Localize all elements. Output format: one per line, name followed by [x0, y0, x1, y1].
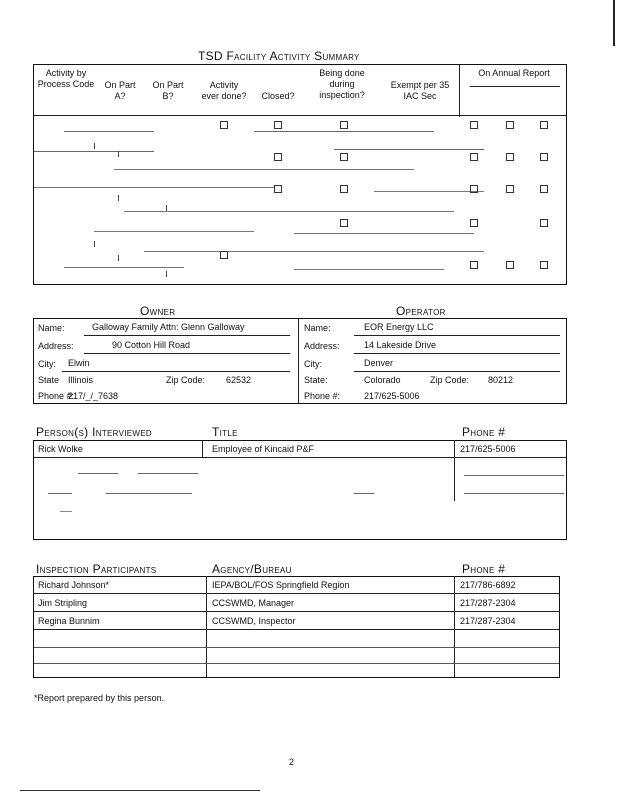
interviewed-row-line — [34, 457, 566, 458]
row-line — [48, 493, 72, 494]
row-line — [254, 131, 434, 132]
participants-row-line — [34, 611, 559, 612]
operator-city-line — [354, 371, 560, 372]
checkbox[interactable] — [340, 219, 348, 227]
participants-col-line — [206, 577, 207, 677]
header-being-done: Being done during inspection? — [319, 68, 365, 100]
owner-phone-value: 217/_/_7638 — [68, 391, 119, 401]
operator-name-label: Name: — [304, 323, 331, 333]
interviewed-title-heading: Title — [212, 425, 238, 439]
row-line — [64, 267, 184, 268]
row-line — [60, 511, 72, 512]
checkbox[interactable] — [506, 185, 514, 193]
tick-mark — [118, 151, 119, 157]
tick-mark — [166, 205, 167, 211]
header-closed: Closed? — [261, 91, 295, 101]
row-line — [34, 187, 274, 188]
checkbox[interactable] — [340, 121, 348, 129]
row-line — [464, 493, 564, 494]
header-on-part-b: On Part B? — [152, 80, 184, 101]
participant-name: Jim Stripling — [38, 598, 88, 608]
owner-state-label: State — [38, 375, 60, 385]
operator-state-label: State: — [304, 375, 328, 385]
owner-address-line — [84, 353, 290, 354]
owner-city-label: City: — [38, 359, 56, 369]
header-divider — [34, 115, 566, 116]
checkbox[interactable] — [470, 219, 478, 227]
checkbox[interactable] — [274, 121, 282, 129]
row-line — [124, 211, 454, 212]
header-activity-code: Activity by Process Code — [37, 68, 95, 89]
participants-col-line — [454, 577, 455, 677]
operator-address-label: Address: — [304, 341, 340, 351]
operator-zip-label: Zip Code: — [430, 375, 470, 385]
tick-mark — [94, 143, 95, 149]
participant-name: Regina Bunnim — [38, 616, 100, 626]
row-line — [94, 231, 254, 232]
checkbox[interactable] — [220, 121, 228, 129]
operator-address-value: 14 Lakeside Drive — [364, 340, 437, 350]
footnote: *Report prepared by this person. — [34, 693, 165, 703]
checkbox[interactable] — [470, 261, 478, 269]
owner-heading: Owner — [140, 304, 176, 318]
operator-address-line — [354, 353, 560, 354]
checkbox[interactable] — [340, 185, 348, 193]
row-line — [334, 149, 484, 150]
page-edge-mark — [613, 0, 615, 46]
operator-phone-value: 217/625-5006 — [364, 391, 420, 401]
participants-phone-heading: Phone # — [462, 562, 506, 576]
owner-address-label: Address: — [38, 341, 74, 351]
owner-city-value: Elwin — [68, 358, 90, 368]
owner-address-value: 90 Cotton Hill Road — [112, 340, 191, 350]
participants-row-line — [34, 663, 559, 664]
row-line — [34, 151, 154, 152]
operator-name-value: EOR Energy LLC — [364, 322, 434, 332]
row-line — [294, 269, 444, 270]
row-line — [294, 233, 474, 234]
interviewed-col-line — [454, 441, 455, 501]
interviewed-table — [33, 440, 567, 540]
checkbox[interactable] — [506, 261, 514, 269]
participant-phone: 217/287-2304 — [460, 616, 516, 626]
checkbox[interactable] — [340, 153, 348, 161]
annual-report-subline — [470, 86, 560, 87]
checkbox[interactable] — [470, 153, 478, 161]
participant-phone: 217/287-2304 — [460, 598, 516, 608]
page-number: 2 — [289, 757, 295, 767]
row-line — [64, 131, 154, 132]
interviewed-heading: Person(s) Interviewed — [36, 425, 152, 439]
participant-agency: IEPA/BOL/FOS Springfield Region — [212, 580, 350, 590]
operator-state-value: Colorado — [364, 375, 401, 385]
activity-summary-table — [33, 64, 567, 285]
header-exempt: Exempt per 35 IAC Sec — [390, 80, 450, 101]
participants-heading: Inspection Participants — [36, 562, 157, 576]
participants-row-line — [34, 647, 559, 648]
row-line — [114, 169, 414, 170]
tick-mark — [94, 241, 95, 247]
owner-zip-value: 62532 — [226, 375, 252, 385]
participant-agency: CCSWMD, Inspector — [212, 616, 296, 626]
header-on-annual-report: On Annual Report — [478, 68, 550, 78]
tick-mark — [118, 195, 119, 201]
operator-zip-value: 80212 — [488, 375, 514, 385]
operator-city-label: City: — [304, 359, 322, 369]
checkbox[interactable] — [540, 153, 548, 161]
interviewed-title-value: Employee of Kincaid P&F — [212, 444, 315, 454]
tick-mark — [166, 271, 167, 277]
participant-name: Richard Johnson* — [38, 580, 110, 590]
owner-name-value: Galloway Family Attn: Glenn Galloway — [92, 322, 245, 332]
owner-city-line — [62, 371, 290, 372]
header-on-part-a: On Part A? — [104, 80, 136, 101]
operator-phone-label: Phone #: — [304, 391, 341, 401]
row-line — [106, 493, 192, 494]
owner-operator-divider — [298, 319, 299, 403]
participant-phone: 217/786-6892 — [460, 580, 516, 590]
interviewed-phone-heading: Phone # — [462, 425, 506, 439]
checkbox[interactable] — [540, 185, 548, 193]
interviewed-name-value: Rick Wolke — [38, 444, 83, 454]
row-line — [138, 473, 198, 474]
row-line — [78, 473, 118, 474]
annual-report-divider — [459, 65, 460, 117]
row-line — [374, 191, 484, 192]
checkbox[interactable] — [540, 121, 548, 129]
checkbox[interactable] — [540, 219, 548, 227]
row-line — [354, 493, 374, 494]
checkbox[interactable] — [220, 251, 228, 259]
checkbox[interactable] — [274, 185, 282, 193]
owner-zip-label: Zip Code: — [166, 375, 206, 385]
participants-table — [33, 576, 560, 678]
operator-heading: Operator — [396, 304, 446, 318]
checkbox[interactable] — [506, 153, 514, 161]
row-line — [144, 251, 484, 252]
interviewed-col-line — [202, 441, 203, 457]
checkbox[interactable] — [470, 121, 478, 129]
participants-agency-heading: Agency/Bureau — [212, 562, 292, 576]
owner-state-value: Illinois — [68, 375, 94, 385]
owner-operator-box — [33, 318, 567, 404]
owner-phone-label: Phone #: — [38, 391, 75, 401]
activity-summary-title: TSD Facility Activity Summary — [198, 49, 360, 63]
checkbox[interactable] — [274, 153, 282, 161]
tick-mark — [118, 255, 119, 261]
header-activity-ever-done: Activity ever done? — [201, 80, 247, 101]
row-line — [464, 475, 564, 476]
participants-row-line — [34, 629, 559, 630]
checkbox[interactable] — [506, 121, 514, 129]
participants-row-line — [34, 593, 559, 594]
owner-name-line — [84, 335, 290, 336]
operator-city-value: Denver — [364, 358, 394, 368]
owner-name-label: Name: — [38, 323, 65, 333]
participant-agency: CCSWMD, Manager — [212, 598, 295, 608]
page-bottom-rule — [20, 790, 260, 791]
checkbox[interactable] — [470, 185, 478, 193]
checkbox[interactable] — [540, 261, 548, 269]
interviewed-phone-value: 217/625-5006 — [460, 444, 516, 454]
operator-name-line — [354, 335, 560, 336]
